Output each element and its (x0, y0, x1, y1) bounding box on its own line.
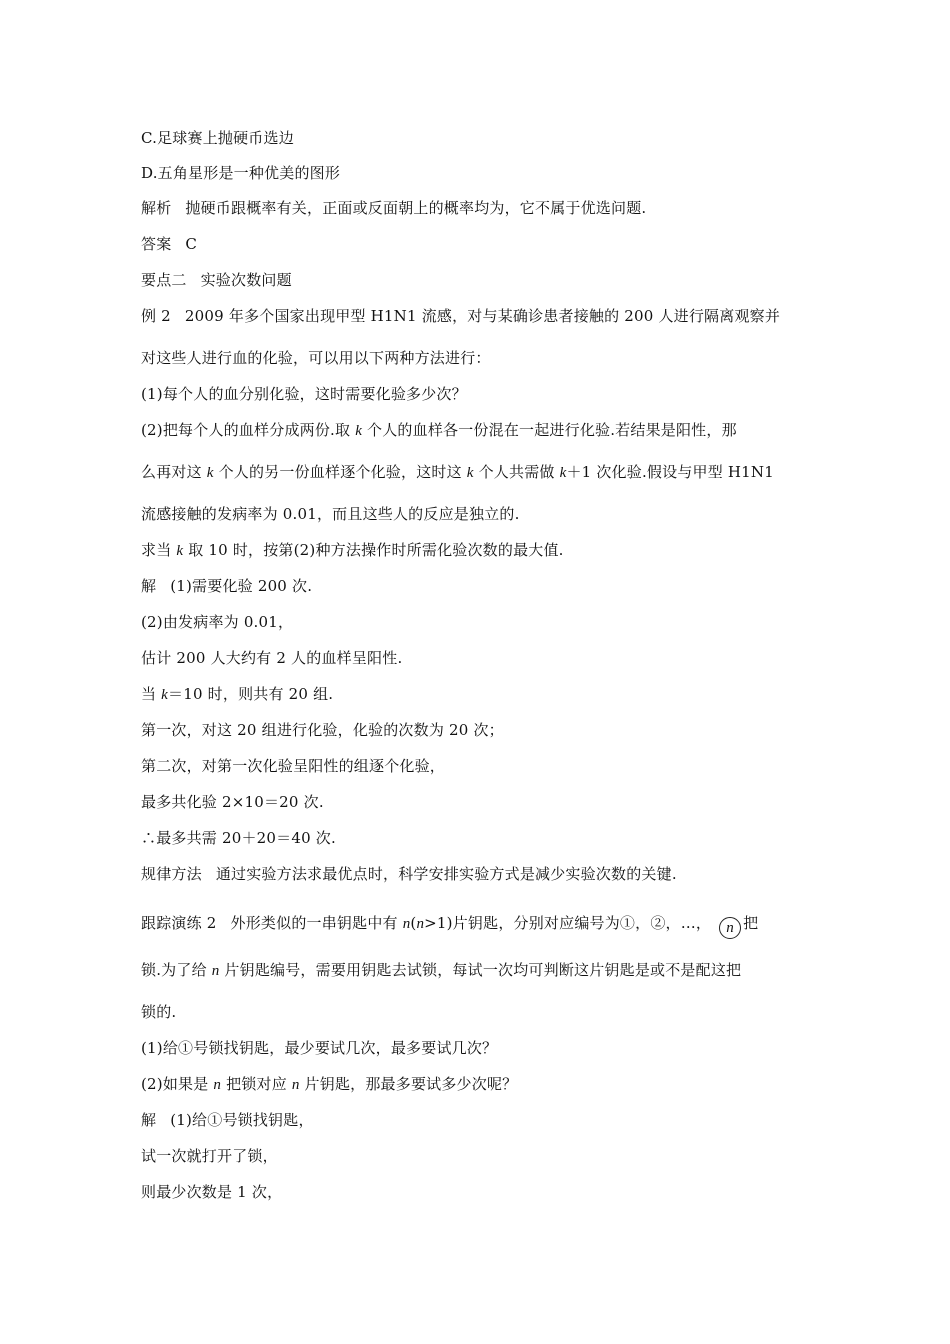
solution-line-4: 当 k＝10 时，则共有 20 组. (141, 685, 334, 703)
analysis-line: 解析 抛硬币跟概率有关，正面或反面朝上的概率均为，它不属于优选问题. (141, 199, 647, 217)
question-2-line-1: (2)把每个人的血样分成两份.取 k 个人的血样各一份混在一起进行化验.若结果是阳性，那 (141, 421, 737, 439)
question-2-line-2: 么再对这 k 个人的另一份血样逐个化验，这时这 k 个人共需做 k＋1 次化验.假设与甲型 H1N1 (141, 463, 774, 481)
practice-question-2: (2)如果是 n 把锁对应 n 片钥匙，那最多要试多少次呢？ (141, 1075, 518, 1093)
method-note: 规律方法 通过实验方法求最优点时，科学安排实验方式是减少实验次数的关键. (141, 865, 677, 883)
solution-label: 解 (141, 577, 157, 595)
solution-line-1: 解 (1)需要化验 200 次. (141, 577, 313, 595)
solution-line-6: 第二次，对第一次化验呈阳性的组逐个化验， (141, 757, 446, 775)
solution-line-3: 估计 200 人大约有 2 人的血样呈阳性. (141, 649, 403, 667)
option-c: C.足球赛上抛硬币选边 (141, 129, 294, 147)
question-1: (1)每个人的血分别化验，这时需要化验多少次？ (141, 385, 467, 403)
practice-solution-line-2: 试一次就打开了锁， (141, 1147, 278, 1165)
question-2-line-3: 流感接触的发病率为 0.01，而且这些人的反应是独立的. (141, 505, 520, 523)
example-2-line-2: 对这些人进行血的化验，可以用以下两种方法进行： (141, 349, 491, 367)
answer-line: 答案 C (141, 235, 198, 253)
practice-2-line-2: 锁.为了给 n 片钥匙编号，需要用钥匙去试锁，每试一次均可判断这片钥匙是或不是配这把 (141, 961, 742, 979)
practice-2-line-1: 跟踪演练 2 外形类似的一串钥匙中有 n(n>1)片钥匙，分别对应编号为①，②，…， n 把 (141, 913, 820, 939)
solution-line-5: 第一次，对这 20 组进行化验，化验的次数为 20 次； (141, 721, 504, 739)
section-label: 要点二 (141, 271, 187, 289)
analysis-label: 解析 (141, 199, 172, 217)
practice-question-1: (1)给①号锁找钥匙，最少要试几次，最多要试几次？ (141, 1039, 498, 1057)
practice-solution-line-3: 则最少次数是 1 次， (141, 1183, 283, 1201)
solution-line-7: 最多共化验 2×10＝20 次. (141, 793, 324, 811)
solution-line-8: ∴最多共需 20＋20＝40 次. (141, 829, 336, 847)
practice-2-line-3: 锁的. (141, 1003, 177, 1021)
question-2-line-4: 求当 k 取 10 时，按第(2)种方法操作时所需化验次数的最大值. (141, 541, 564, 559)
solution-line-2: (2)由发病率为 0.01， (141, 613, 294, 631)
practice-solution-line-1: 解 (1)给①号锁找钥匙， (141, 1111, 314, 1129)
method-label: 规律方法 (141, 865, 202, 883)
option-d: D.五角星形是一种优美的图形 (141, 164, 341, 182)
practice-label: 跟踪演练 2 (141, 914, 217, 932)
example-label: 例 2 (141, 307, 171, 325)
example-2-line-1: 例 2 2009 年多个国家出现甲型 H1N1 流感，对与某确诊患者接触的 200 人进行隔离观察并 (141, 307, 781, 325)
practice-solution-label: 解 (141, 1111, 157, 1129)
section-heading: 要点二 实验次数问题 (141, 271, 292, 289)
answer-label: 答案 (141, 235, 172, 253)
circled-n-symbol: n (719, 917, 741, 939)
